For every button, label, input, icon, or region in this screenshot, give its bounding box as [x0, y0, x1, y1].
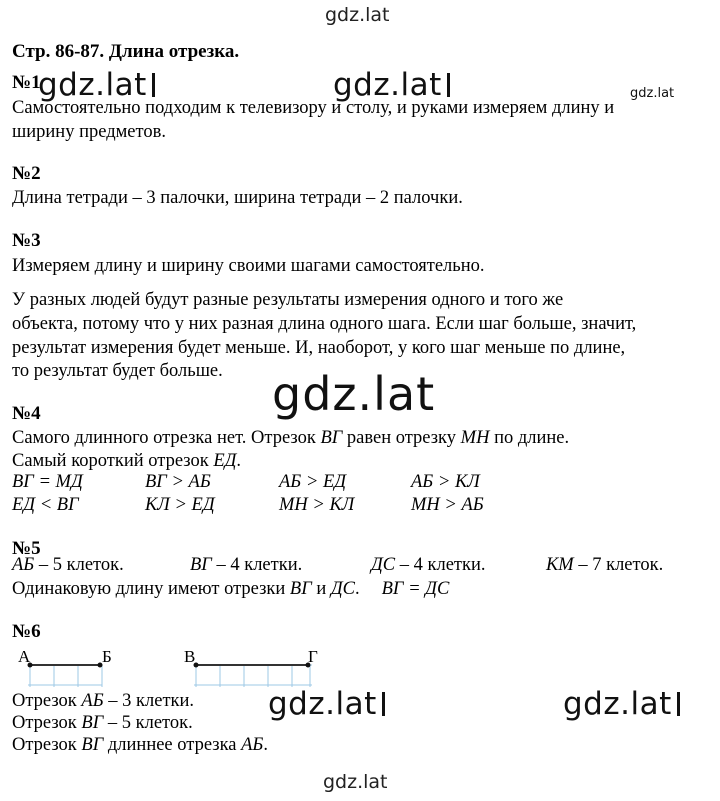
- comparison-r1c3: АБ > ЕД: [279, 472, 347, 492]
- segment-length-2: ВГ – 4 клетки.: [190, 555, 303, 575]
- segment-length-3: ДС – 4 клетки.: [371, 555, 486, 575]
- section-6-number: №6: [12, 621, 41, 642]
- label-v: В: [184, 647, 196, 666]
- watermark-6: gdz.lat: [563, 686, 680, 722]
- section-1-number: №1: [12, 72, 41, 93]
- section-3-paragraph-line-3: результат измерения будет меньше. И, наоборот, у кого шаг меньше по длине,: [12, 338, 626, 358]
- section-3-paragraph-line-4: то результат будет больше.: [12, 361, 223, 381]
- section-5-line-2: Одинаковую длину имеют отрезки ВГ и ДС. ВГ = ДС: [12, 579, 450, 599]
- section-3-number: №3: [12, 230, 41, 251]
- page-title: Стр. 86-87. Длина отрезка.: [12, 41, 240, 62]
- section-1-line-1: Самостоятельно подходим к телевизору и столу, и руками измеряем длину и: [12, 98, 615, 118]
- comparison-r2c1: ЕД < ВГ: [12, 495, 79, 515]
- section-2-line-1: Длина тетради – 3 палочки, ширина тетради – 2 палочки.: [12, 188, 463, 208]
- comparison-r1c2: ВГ > АБ: [145, 472, 211, 492]
- watermark-center: gdz.lat: [272, 367, 436, 421]
- section-6-line-2: Отрезок ВГ – 5 клеток.: [12, 713, 193, 733]
- comparison-r2c4: МН > АБ: [411, 495, 484, 515]
- section-4-line-2: Самый короткий отрезок ЕД.: [12, 451, 242, 471]
- label-b: Б: [102, 647, 112, 666]
- segment-diagram: [20, 651, 320, 691]
- section-6-line-1: Отрезок АБ – 3 клетки.: [12, 691, 195, 711]
- section-4-number: №4: [12, 403, 41, 424]
- section-3-paragraph-line-1: У разных людей будут разные результаты измерения одного и того же: [12, 290, 564, 310]
- comparison-r1c1: ВГ = МД: [12, 472, 83, 492]
- label-a: А: [18, 647, 31, 666]
- comparison-r2c3: МН > КЛ: [279, 495, 355, 515]
- watermark-1: gdz.lat: [38, 67, 155, 103]
- comparison-r2c2: КЛ > ЕД: [145, 495, 215, 515]
- section-3-paragraph-line-2: объекта, потому что у них разная длина одного шага. Если шаг больше, значит,: [12, 314, 637, 334]
- section-5-number: №5: [12, 538, 41, 559]
- watermark-bottom: gdz.lat: [323, 771, 388, 793]
- section-6-line-3: Отрезок ВГ длиннее отрезка АБ.: [12, 735, 268, 755]
- watermark-3: gdz.lat: [630, 86, 675, 101]
- section-4-line-1: Самого длинного отрезка нет. Отрезок ВГ равен отрезку МН по длине.: [12, 428, 570, 448]
- section-2-number: №2: [12, 163, 41, 184]
- watermark-top: gdz.lat: [325, 4, 390, 26]
- segment-length-4: КМ – 7 клеток.: [546, 555, 664, 575]
- segment-length-1: АБ – 5 клеток.: [12, 555, 124, 575]
- label-g: Г: [308, 647, 318, 666]
- section-3-line-1: Измеряем длину и ширину своими шагами самостоятельно.: [12, 256, 485, 276]
- watermark-5: gdz.lat: [268, 686, 385, 722]
- comparison-r1c4: АБ > КЛ: [411, 472, 480, 492]
- section-1-line-2: ширину предметов.: [12, 122, 166, 142]
- watermark-2: gdz.lat: [333, 67, 450, 103]
